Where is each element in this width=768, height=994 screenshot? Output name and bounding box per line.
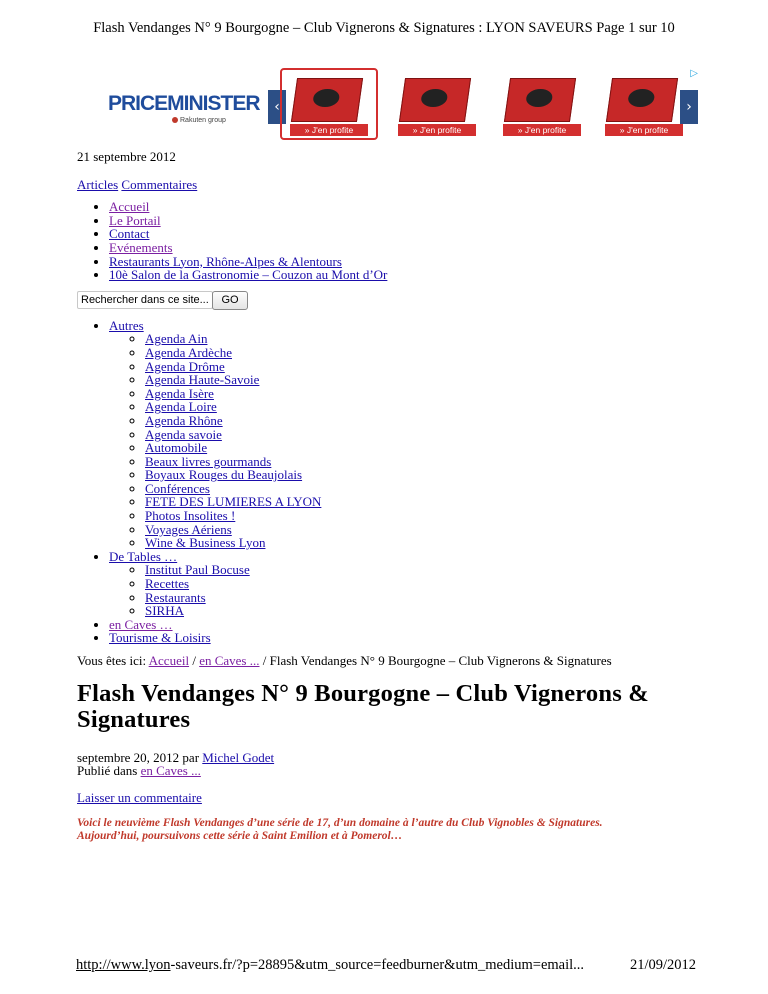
category-nav (77, 319, 717, 645)
intro-line: Voici le neuvième Flash Vendanges d’une série de 17, d’un domaine à l’autre du Club Vignobles & Signatures. (77, 817, 603, 830)
intro-line: Aujourd’hui, poursuivons cette série à Saint Emilion et à Pomerol… (77, 829, 403, 842)
subcategory-link[interactable]: Agenda Ain (145, 331, 208, 347)
subcategory-item (145, 536, 717, 550)
jen-profite-label: J'en profite (311, 125, 354, 135)
category-item (109, 618, 717, 632)
subcategory-item (145, 591, 717, 605)
subcategory-item (145, 509, 717, 523)
jen-profite-button[interactable]: » J'en profite (503, 124, 581, 136)
subcategory-item (145, 441, 717, 455)
post-byline (77, 751, 717, 765)
subcategory-item (145, 332, 717, 346)
tab-comments[interactable]: Commentaires (121, 176, 198, 192)
subcategory-item (145, 387, 717, 401)
subcategory-link[interactable]: Beaux livres gourmands (145, 453, 272, 469)
nav-item (109, 227, 717, 241)
subcategory-link[interactable]: Agenda Haute-Savoie (145, 372, 260, 388)
subcategory-link[interactable]: Agenda Isère (145, 385, 214, 401)
post-intro (77, 817, 717, 842)
jen-profite-label: J'en profite (419, 125, 462, 135)
subcategory-item (145, 400, 717, 414)
subcategory-link[interactable]: Recettes (145, 576, 190, 592)
subcategory-item (145, 373, 717, 387)
product-image[interactable] (504, 78, 576, 122)
breadcrumb-prefix: Vous êtes ici: (77, 653, 147, 668)
subcategory-link[interactable]: FETE DES LUMIERES A LYON (145, 494, 322, 510)
ad-product-card[interactable] (390, 70, 484, 138)
subcategory-item (145, 563, 717, 577)
product-image[interactable] (606, 78, 678, 122)
post-date: septembre 20, 2012 par (77, 749, 200, 765)
subcategory-item (145, 428, 717, 442)
subcategory-item (145, 455, 717, 469)
rakuten-dot-icon (172, 117, 178, 123)
subcategory-item (145, 414, 717, 428)
ad-banner[interactable] (102, 68, 698, 140)
jen-profite-label: J'en profite (524, 125, 567, 135)
site-date: 21 septembre 2012 (77, 149, 176, 164)
nav-item (109, 255, 717, 269)
nav-item (109, 241, 717, 255)
subcategory-link[interactable]: Automobile (145, 440, 208, 456)
subcategory-link[interactable]: Agenda Loire (145, 399, 217, 415)
subcategory-item (145, 604, 717, 618)
print-date: 21/09/2012 (629, 957, 696, 973)
published-in-label: Publié dans (77, 763, 138, 779)
product-image[interactable] (291, 78, 363, 122)
search-input[interactable] (77, 291, 213, 309)
nav-link-accueil[interactable]: Accueil (109, 199, 150, 215)
leave-comment-link[interactable]: Laisser un commentaire (77, 789, 202, 805)
subcategory-link[interactable]: Agenda Ardèche (145, 344, 232, 360)
ad-product-card[interactable] (280, 68, 378, 140)
adchoices-icon[interactable]: ▷ (690, 68, 698, 79)
search-go-button[interactable]: GO (212, 291, 248, 310)
print-header: Flash Vendanges N° 9 Bourgogne – Club Vignerons & Signatures : LYON SAVEURS Page 1 sur 10 (93, 20, 675, 36)
nav-item (109, 268, 717, 282)
page-content (77, 150, 717, 842)
subcategory-list (109, 563, 717, 617)
subcategory-link[interactable]: Wine & Business Lyon (145, 535, 266, 551)
category-link-caves[interactable]: en Caves … (109, 616, 173, 632)
nav-link-restaurants[interactable]: Restaurants Lyon, Rhône-Alpes & Alentours (109, 253, 342, 269)
breadcrumb (77, 654, 717, 668)
subcategory-item (145, 523, 717, 537)
subcategory-link[interactable]: Institut Paul Bocuse (145, 562, 250, 578)
subcategory-item (145, 495, 717, 509)
subcategory-link[interactable]: Conférences (145, 480, 210, 496)
chevron-right-icon[interactable]: › (680, 90, 698, 124)
breadcrumb-current: Flash Vendanges N° 9 Bourgogne – Club Vignerons & Signatures (269, 653, 612, 668)
breadcrumb-separator: / (262, 653, 267, 668)
subcategory-item (145, 346, 717, 360)
product-image[interactable] (399, 78, 471, 122)
chevron-left-icon[interactable]: ‹ (268, 90, 286, 124)
subcategory-item (145, 577, 717, 591)
subcategory-item (145, 468, 717, 482)
category-link-tables[interactable]: De Tables … (109, 548, 178, 564)
ad-product-card[interactable] (597, 70, 691, 138)
subcategory-item (145, 360, 717, 374)
rakuten-tagline-text: Rakuten group (180, 117, 226, 124)
jen-profite-label: J'en profite (626, 125, 669, 135)
jen-profite-button[interactable]: » J'en profite (290, 124, 368, 136)
category-item (109, 631, 717, 645)
search-form (77, 291, 717, 309)
feed-tabs (77, 178, 717, 192)
subcategory-link[interactable]: Voyages Aériens (145, 521, 232, 537)
subcategory-link[interactable]: Agenda Rhône (145, 412, 223, 428)
main-nav (77, 200, 717, 282)
subcategory-link[interactable]: Agenda savoie (145, 426, 222, 442)
post-category-link[interactable]: en Caves ... (140, 763, 201, 779)
subcategory-link[interactable]: Agenda Drôme (145, 358, 225, 374)
post-meta (77, 751, 717, 778)
page-url-rest: -saveurs.fr/?p=28895&utm_source=feedburner&utm_medium=email... (170, 957, 585, 973)
post-category-line (77, 764, 717, 778)
rakuten-tagline (172, 117, 226, 124)
nav-link-contact[interactable]: Contact (109, 226, 150, 242)
breadcrumb-section-link[interactable]: en Caves ... (199, 653, 260, 668)
subcategory-list (109, 332, 717, 550)
subcategory-link[interactable]: Restaurants (145, 589, 206, 605)
page-url (76, 957, 584, 974)
tab-articles[interactable]: Articles (77, 176, 119, 192)
category-item (109, 550, 717, 618)
nav-link-salon[interactable]: 10è Salon de la Gastronomie – Couzon au Mont d’Or (109, 267, 388, 283)
nav-link-evenements[interactable]: Evénements (109, 239, 173, 255)
post-title: Flash Vendanges N° 9 Bourgogne – Club Vignerons & Signatures (77, 679, 649, 733)
category-link-tourisme[interactable]: Tourisme & Loisirs (109, 630, 211, 646)
priceminister-logo[interactable]: PRICEMINISTER (108, 92, 260, 115)
page-url-underlined: http://www.lyon (76, 957, 171, 973)
category-item (109, 319, 717, 550)
subcategory-link[interactable]: Boyaux Rouges du Beaujolais (145, 467, 303, 483)
subcategory-link[interactable]: SIRHA (145, 603, 185, 619)
ad-product-card[interactable] (495, 70, 589, 138)
category-link-autres[interactable]: Autres (109, 317, 144, 333)
author-link[interactable]: Michel Godet (202, 749, 275, 765)
nav-link-portail[interactable]: Le Portail (109, 212, 161, 228)
subcategory-item (145, 482, 717, 496)
jen-profite-button[interactable]: » J'en profite (398, 124, 476, 136)
subcategory-link[interactable]: Photos Insolites ! (145, 508, 236, 524)
nav-item (109, 214, 717, 228)
nav-item (109, 200, 717, 214)
jen-profite-button[interactable]: » J'en profite (605, 124, 683, 136)
breadcrumb-home-link[interactable]: Accueil (148, 653, 190, 668)
comment-link-row (77, 791, 717, 805)
breadcrumb-separator: / (192, 653, 196, 668)
